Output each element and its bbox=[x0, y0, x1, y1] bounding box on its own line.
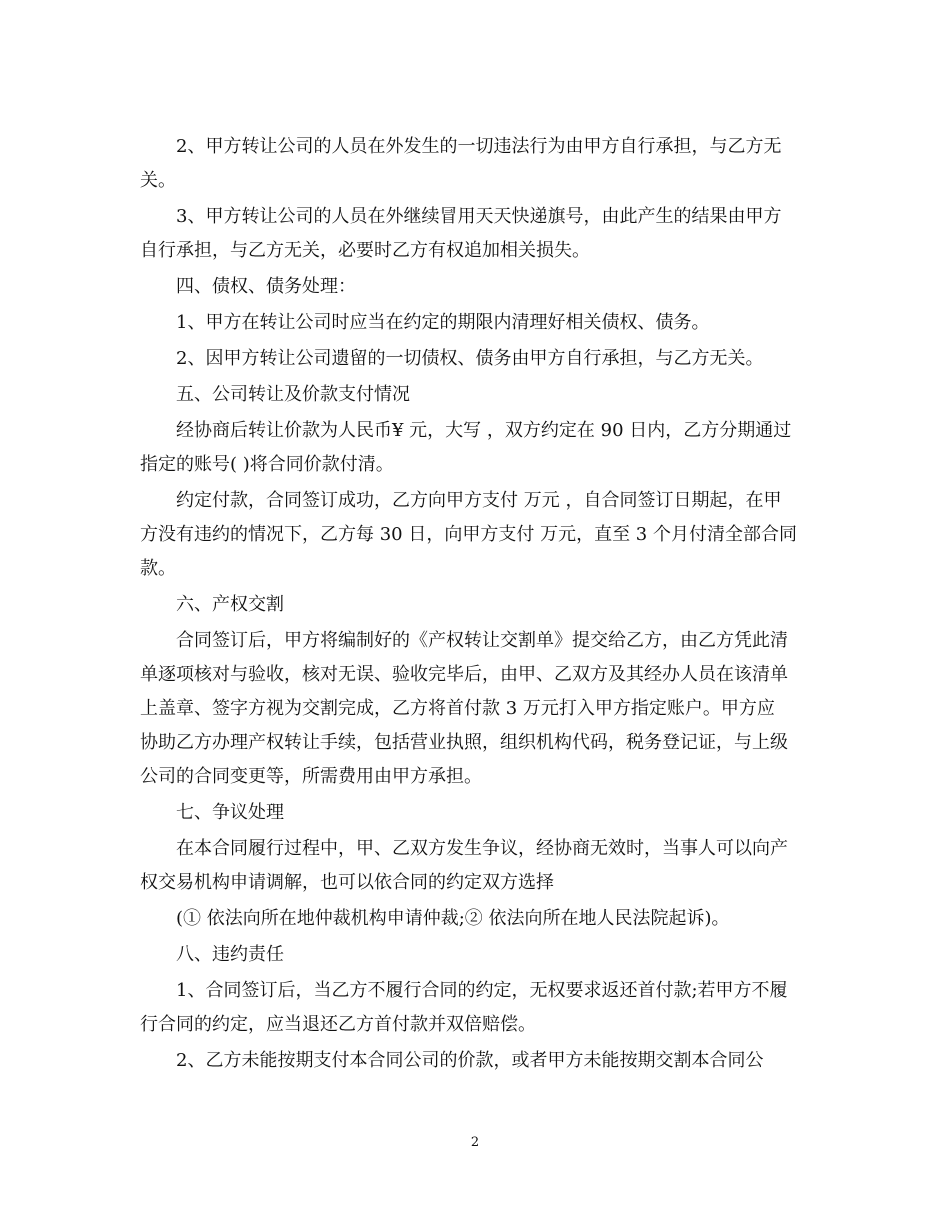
paragraph bbox=[140, 832, 805, 900]
text-line: 1、合同签订后，当乙方不履行合同的约定，无权要求返还首付款;若甲方不履 bbox=[176, 980, 788, 1001]
text-line: 八、违约责任 bbox=[176, 944, 284, 965]
text-line: (① 依法向所在地仲裁机构申请仲裁;② 依法向所在地人民法院起诉)。 bbox=[176, 908, 730, 929]
text-line: 指定的账号( )将合同价款付清。 bbox=[140, 454, 394, 475]
paragraph bbox=[140, 306, 805, 340]
text-line: 六、产权交割 bbox=[176, 594, 284, 615]
text-line: 款。 bbox=[140, 558, 176, 579]
text-line: 合同签订后，甲方将编制好的《产权转让交割单》提交给乙方，由乙方凭此清 bbox=[176, 630, 788, 651]
paragraph bbox=[140, 974, 805, 1042]
text-line: 公司的合同变更等，所需费用由甲方承担。 bbox=[140, 766, 482, 787]
text-line: 经协商后转让价款为人民币¥ 元，大写 ，双方约定在 90 日内，乙方分期通过 bbox=[176, 420, 792, 441]
text-line: 3、甲方转让公司的人员在外继续冒用天天快递旗号，由此产生的结果由甲方 bbox=[176, 206, 782, 227]
text-line: 2、乙方未能按期支付本合同公司的价款，或者甲方未能按期交割本合同公 bbox=[176, 1050, 764, 1071]
text-line: 七、争议处理 bbox=[176, 802, 284, 823]
paragraph bbox=[140, 200, 805, 268]
text-line: 单逐项核对与验收，核对无误、验收完毕后，由甲、乙双方及其经办人员在该清单 bbox=[140, 664, 788, 685]
text-line: 约定付款，合同签订成功，乙方向甲方支付 万元 ，自合同签订日期起，在甲 bbox=[176, 490, 782, 511]
text-line: 自行承担，与乙方无关，必要时乙方有权追加相关损失。 bbox=[140, 240, 590, 261]
text-line: 行合同的约定，应当退还乙方首付款并双倍赔偿。 bbox=[140, 1014, 536, 1035]
paragraph bbox=[140, 484, 805, 586]
text-line: 上盖章、签字方视为交割完成，乙方将首付款 3 万元打入甲方指定账户。甲方应 bbox=[140, 698, 775, 719]
text-line: 五、公司转让及价款支付情况 bbox=[176, 384, 410, 405]
page-number: 2 bbox=[470, 1135, 480, 1150]
paragraph bbox=[140, 414, 805, 482]
paragraph bbox=[140, 624, 805, 794]
section-heading bbox=[140, 938, 805, 972]
text-line: 协助乙方办理产权转让手续，包括营业执照，组织机构代码，税务登记证，与上级 bbox=[140, 732, 788, 753]
text-line: 在本合同履行过程中，甲、乙双方发生争议，经协商无效时，当事人可以向产 bbox=[176, 838, 788, 859]
text-line: 四、债权、债务处理： bbox=[176, 276, 356, 297]
document-body bbox=[140, 130, 805, 1080]
text-line: 1、甲方在转让公司时应当在约定的期限内清理好相关债权、债务。 bbox=[176, 312, 710, 333]
section-heading bbox=[140, 378, 805, 412]
paragraph bbox=[140, 1044, 805, 1078]
text-line: 权交易机构申请调解，也可以依合同的约定双方选择 bbox=[140, 872, 554, 893]
section-heading bbox=[140, 796, 805, 830]
text-line: 2、甲方转让公司的人员在外发生的一切违法行为由甲方自行承担，与乙方无 bbox=[176, 136, 782, 157]
section-heading bbox=[140, 270, 805, 304]
text-line: 方没有违约的情况下，乙方每 30 日，向甲方支付 万元，直至 3 个月付清全部合同 bbox=[140, 524, 797, 545]
text-line: 2、因甲方转让公司遗留的一切债权、债务由甲方自行承担，与乙方无关。 bbox=[176, 348, 764, 369]
paragraph bbox=[140, 342, 805, 376]
text-line: 关。 bbox=[140, 170, 176, 191]
paragraph bbox=[140, 902, 805, 936]
section-heading bbox=[140, 588, 805, 622]
paragraph bbox=[140, 130, 805, 198]
